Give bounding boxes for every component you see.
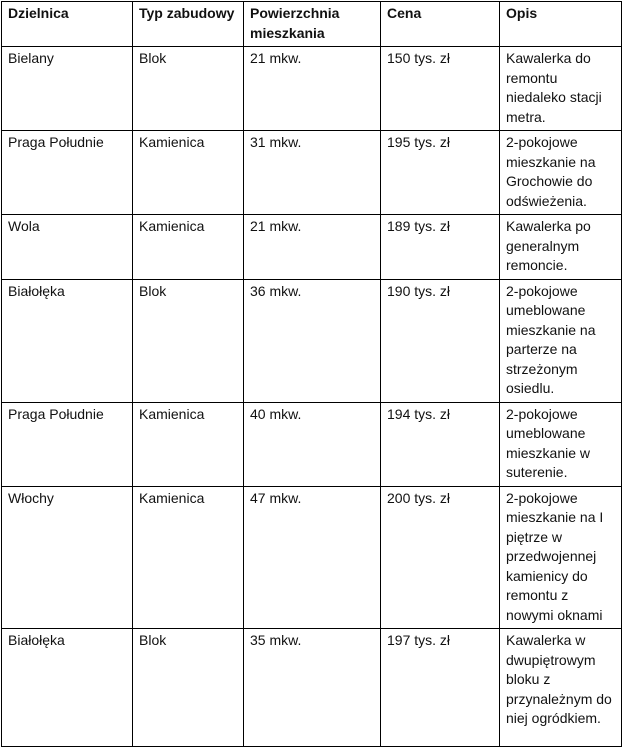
- cell-building-type: Kamienica: [133, 402, 244, 486]
- cell-description: Kawalerka po generalnym remoncie.: [500, 215, 622, 280]
- cell-price: 200 tys. zł: [381, 486, 500, 629]
- cell-description: 2-pokojowe umeblowane mieszkanie na parterze na strzeżonym osiedlu.: [500, 279, 622, 402]
- cell-price: 195 tys. zł: [381, 131, 500, 215]
- cell-description: Kawalerka w dwupiętrowym bloku z przynależnym do niej ogródkiem.: [500, 629, 622, 747]
- table-row: [2, 629, 622, 747]
- table-row: [2, 402, 622, 486]
- cell-district: Bielany: [2, 47, 133, 131]
- header-district: Dzielnica: [2, 2, 133, 47]
- cell-description: Kawalerka do remontu niedaleko stacji metra.: [500, 47, 622, 131]
- cell-area: 40 mkw.: [244, 402, 381, 486]
- apartment-listing-table: [1, 1, 622, 747]
- table-row: [2, 215, 622, 280]
- cell-building-type: Kamienica: [133, 215, 244, 280]
- cell-district: Praga Południe: [2, 131, 133, 215]
- cell-area: 31 mkw.: [244, 131, 381, 215]
- cell-description: 2-pokojowe umeblowane mieszkanie w suterenie.: [500, 402, 622, 486]
- cell-price: 190 tys. zł: [381, 279, 500, 402]
- cell-area: 47 mkw.: [244, 486, 381, 629]
- cell-building-type: Kamienica: [133, 131, 244, 215]
- table-row: [2, 131, 622, 215]
- cell-price: 197 tys. zł: [381, 629, 500, 747]
- cell-district: Praga Południe: [2, 402, 133, 486]
- cell-district: Wola: [2, 215, 133, 280]
- header-price: Cena: [381, 2, 500, 47]
- cell-description: 2-pokojowe mieszkanie na Grochowie do odświeżenia.: [500, 131, 622, 215]
- cell-building-type: Blok: [133, 47, 244, 131]
- table-row: [2, 279, 622, 402]
- header-description: Opis: [500, 2, 622, 47]
- cell-description: 2-pokojowe mieszkanie na I piętrze w przedwojennej kamienicy do remontu z nowymi oknami: [500, 486, 622, 629]
- cell-building-type: Blok: [133, 629, 244, 747]
- cell-building-type: Blok: [133, 279, 244, 402]
- cell-area: 21 mkw.: [244, 47, 381, 131]
- cell-district: Białołęka: [2, 629, 133, 747]
- table-row: [2, 47, 622, 131]
- cell-price: 189 tys. zł: [381, 215, 500, 280]
- cell-district: Włochy: [2, 486, 133, 629]
- cell-price: 194 tys. zł: [381, 402, 500, 486]
- header-building-type: Typ zabudowy: [133, 2, 244, 47]
- cell-price: 150 tys. zł: [381, 47, 500, 131]
- cell-area: 36 mkw.: [244, 279, 381, 402]
- table-row: [2, 486, 622, 629]
- cell-district: Białołęka: [2, 279, 133, 402]
- cell-area: 21 mkw.: [244, 215, 381, 280]
- header-area: Powierzchnia mieszkania: [244, 2, 381, 47]
- cell-area: 35 mkw.: [244, 629, 381, 747]
- cell-building-type: Kamienica: [133, 486, 244, 629]
- table-header-row: [2, 2, 622, 47]
